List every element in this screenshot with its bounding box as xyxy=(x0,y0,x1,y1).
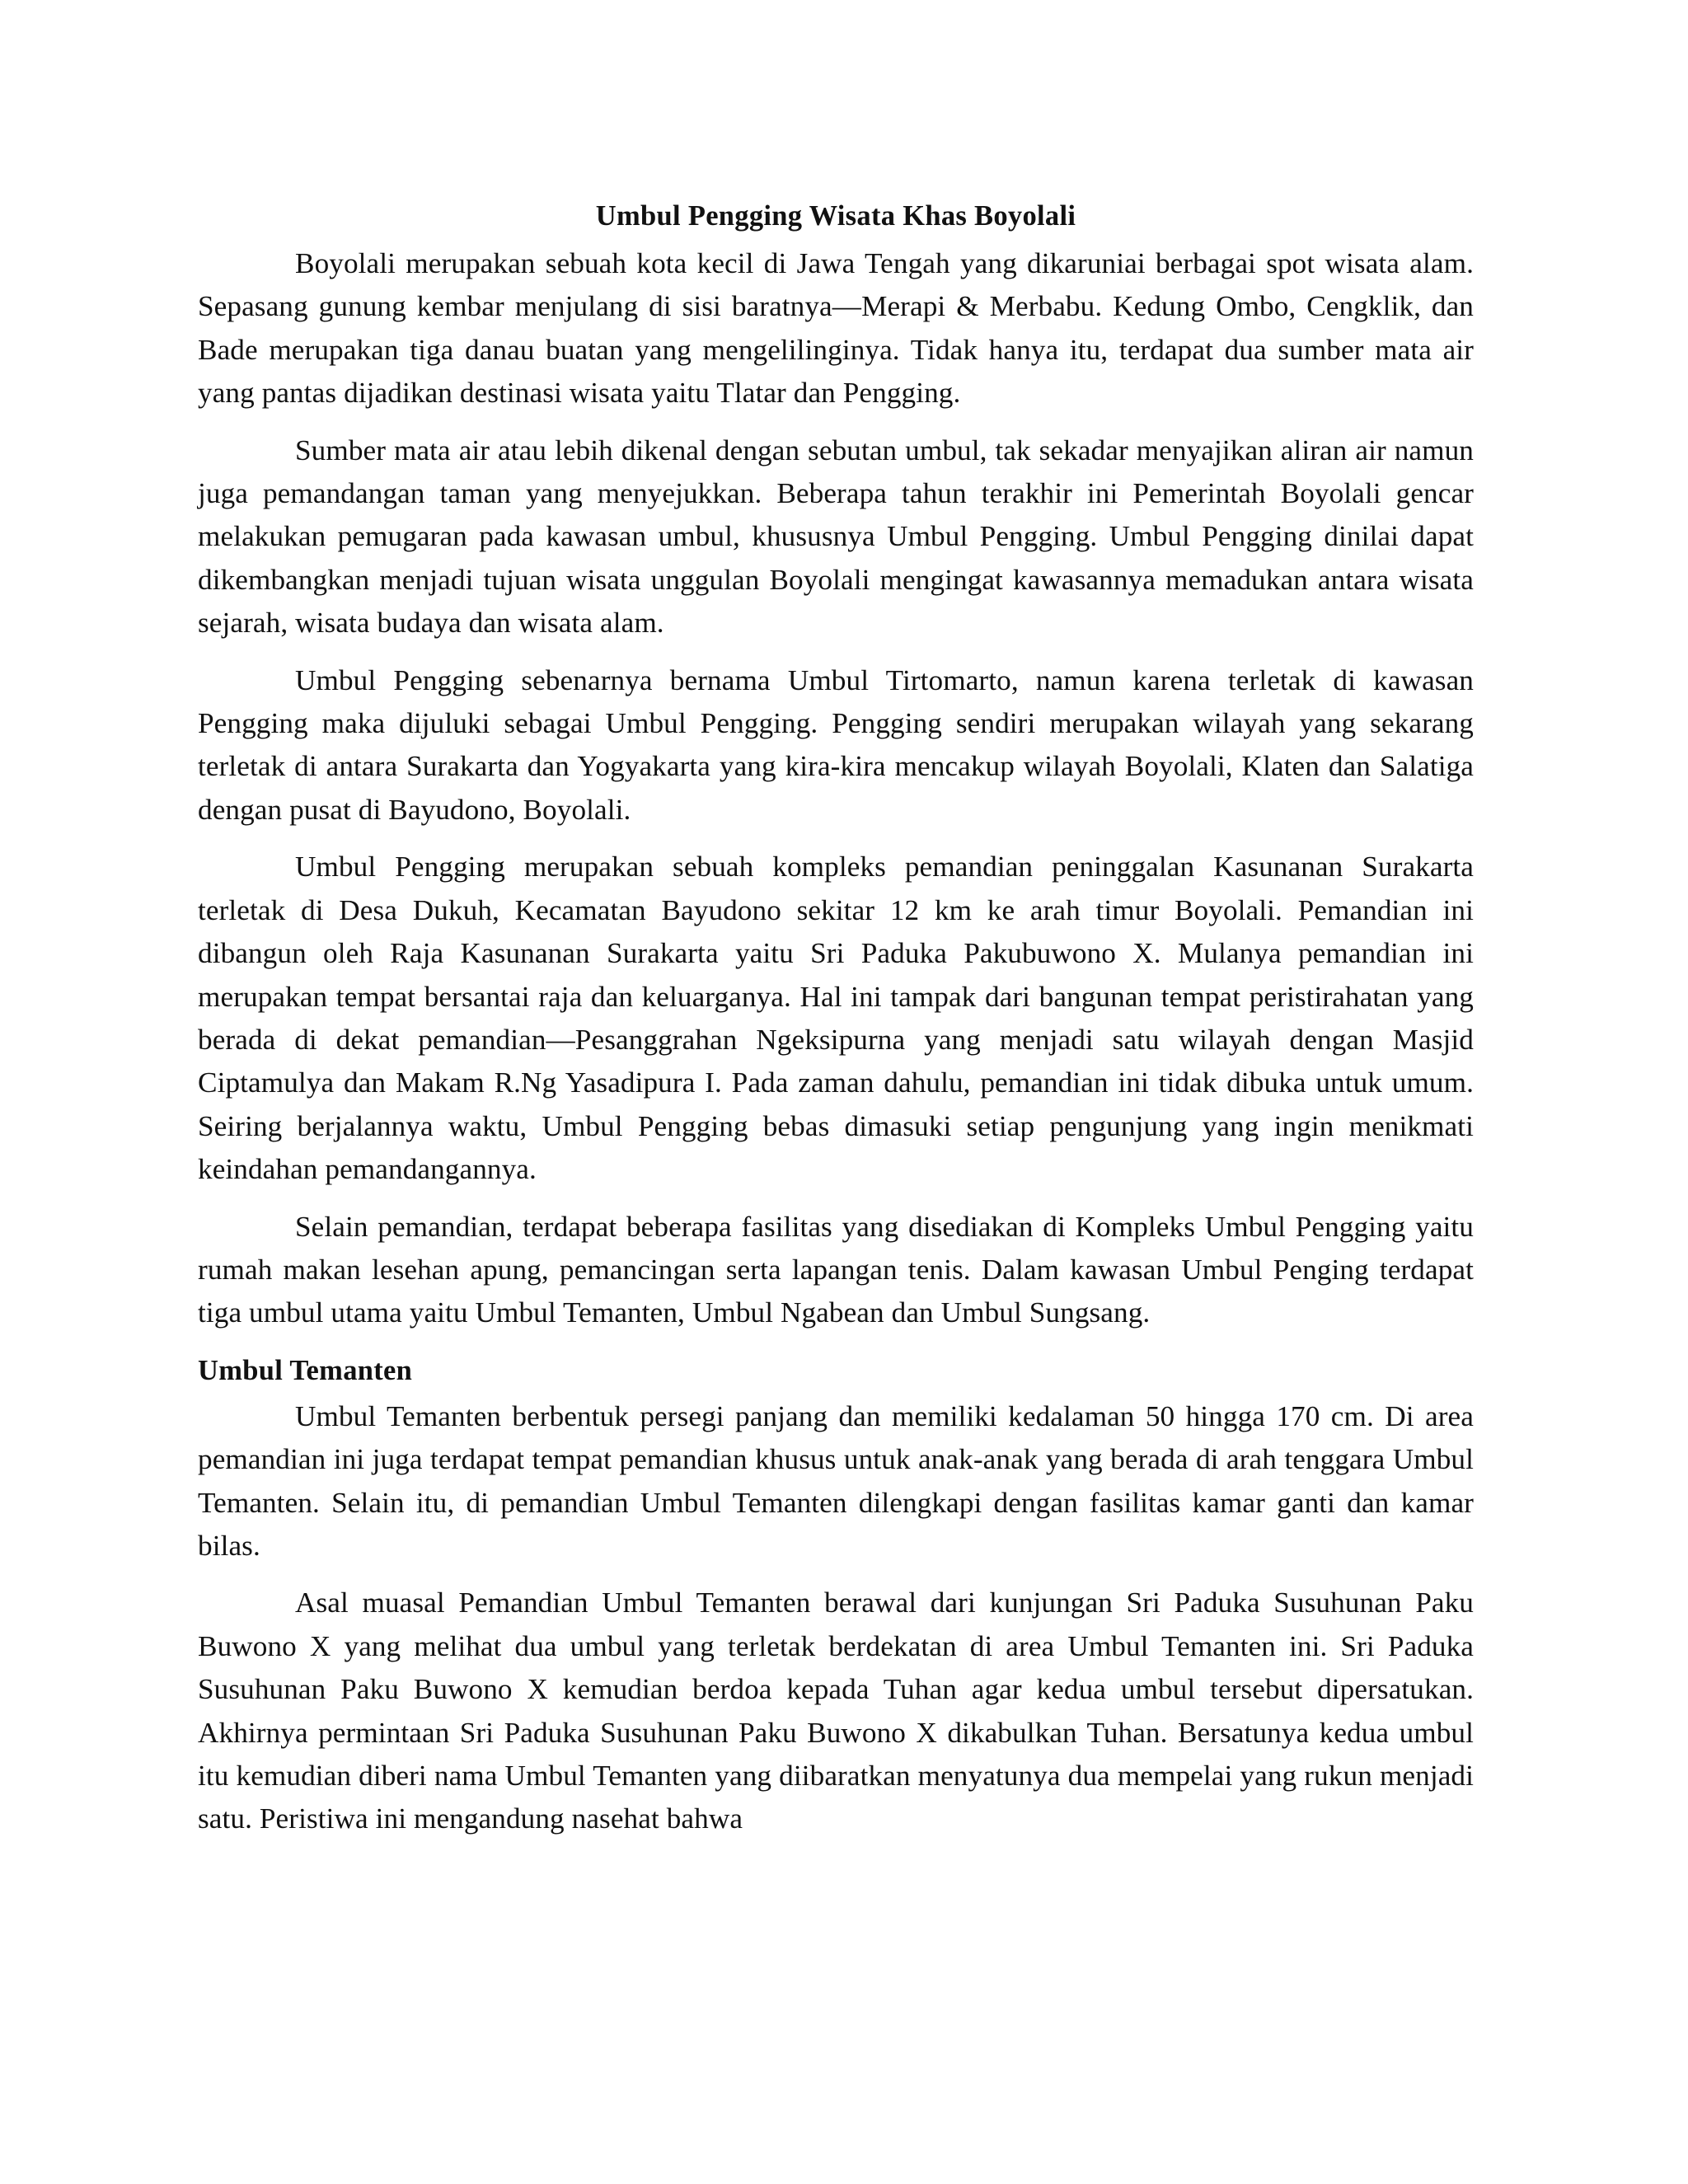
document-title: Umbul Pengging Wisata Khas Boyolali xyxy=(595,200,1076,232)
paragraph-intro-3: Umbul Pengging sebenarnya bernama Umbul Tirtomarto, namun karena terletak di kawasan Pengging maka dijuluki sebagai Umbul Pengging. Pengging sendiri merupakan wilayah yang sekarang terletak di antara Surakarta dan Yogyakarta yang kira-kira mencakup wilayah Boyolali, Klaten dan Salatiga dengan pusat di Bayudono, Boyolali. xyxy=(198,663,1474,826)
document-body xyxy=(198,194,1474,1841)
section-heading-umbul-temanten: Umbul Temanten xyxy=(198,1354,413,1386)
paragraph-intro-1: Boyolali merupakan sebuah kota kecil di Jawa Tengah yang dikaruniai berbagai spot wisata alam. Sepasang gunung kembar menjulang di sisi baratnya—Merapi & Merbabu. Kedung Ombo, Cengklik, dan Bade merupakan tiga danau buatan yang mengelilinginya. Tidak hanya itu, terdapat dua sumber mata air yang pantas dijadikan destinasi wisata yaitu Tlatar dan Pengging. xyxy=(198,247,1474,410)
paragraph-section-1: Umbul Temanten berbentuk persegi panjang dan memiliki kedalaman 50 hingga 170 cm. Di area pemandian ini juga terdapat tempat pemandian khusus untuk anak-anak yang berada di arah tenggara Umbul Temanten. Selain itu, di pemandian Umbul Temanten dilengkapi dengan fasilitas kamar ganti dan kamar bilas. xyxy=(198,1399,1474,1562)
paragraph-section-2: Asal muasal Pemandian Umbul Temanten berawal dari kunjungan Sri Paduka Susuhunan Paku Buwono X yang melihat dua umbul yang terletak berdekatan di area Umbul Temanten ini. Sri Paduka Susuhunan Paku Buwono X kemudian berdoa kepada Tuhan agar kedua umbul tersebut dipersatukan. Akhirnya permintaan Sri Paduka Susuhunan Paku Buwono X dikabulkan Tuhan. Bersatunya kedua umbul itu kemudian diberi nama Umbul Temanten yang diibaratkan menyatunya dua mempelai yang rukun menjadi satu. Peristiwa ini mengandung nasehat bahwa xyxy=(198,1586,1474,1835)
paragraph-intro-2: Sumber mata air atau lebih dikenal dengan sebutan umbul, tak sekadar menyajikan aliran air namun juga pemandangan taman yang menyejukkan. Beberapa tahun terakhir ini Pemerintah Boyolali gencar melakukan pemugaran pada kawasan umbul, khususnya Umbul Pengging. Umbul Pengging dinilai dapat dikembangkan menjadi tujuan wisata unggulan Boyolali mengingat kawasannya memadukan antara wisata sejarah, wisata budaya dan wisata alam. xyxy=(198,434,1474,640)
paragraph-intro-4: Umbul Pengging merupakan sebuah kompleks pemandian peninggalan Kasunanan Surakarta terletak di Desa Dukuh, Kecamatan Bayudono sekitar 12 km ke arah timur Boyolali. Pemandian ini dibangun oleh Raja Kasunanan Surakarta yaitu Sri Paduka Pakubuwono X. Mulanya pemandian ini merupakan tempat bersantai raja dan keluarganya. Hal ini tampak dari bangunan tempat peristirahatan yang berada di dekat pemandian—Pesanggrahan Ngeksipurna yang menjadi satu wilayah dengan Masjid Ciptamulya dan Makam R.Ng Yasadipura I. Pada zaman dahulu, pemandian ini tidak dibuka untuk umum. Seiring berjalannya waktu, Umbul Pengging bebas dimasuki setiap pengunjung yang ingin menikmati keindahan pemandangannya. xyxy=(198,851,1474,1186)
paragraph-intro-5: Selain pemandian, terdapat beberapa fasilitas yang disediakan di Kompleks Umbul Pengging yaitu rumah makan lesehan apung, pemancingan serta lapangan tenis. Dalam kawasan Umbul Penging terdapat tiga umbul utama yaitu Umbul Temanten, Umbul Ngabean dan Umbul Sungsang. xyxy=(198,1210,1474,1329)
